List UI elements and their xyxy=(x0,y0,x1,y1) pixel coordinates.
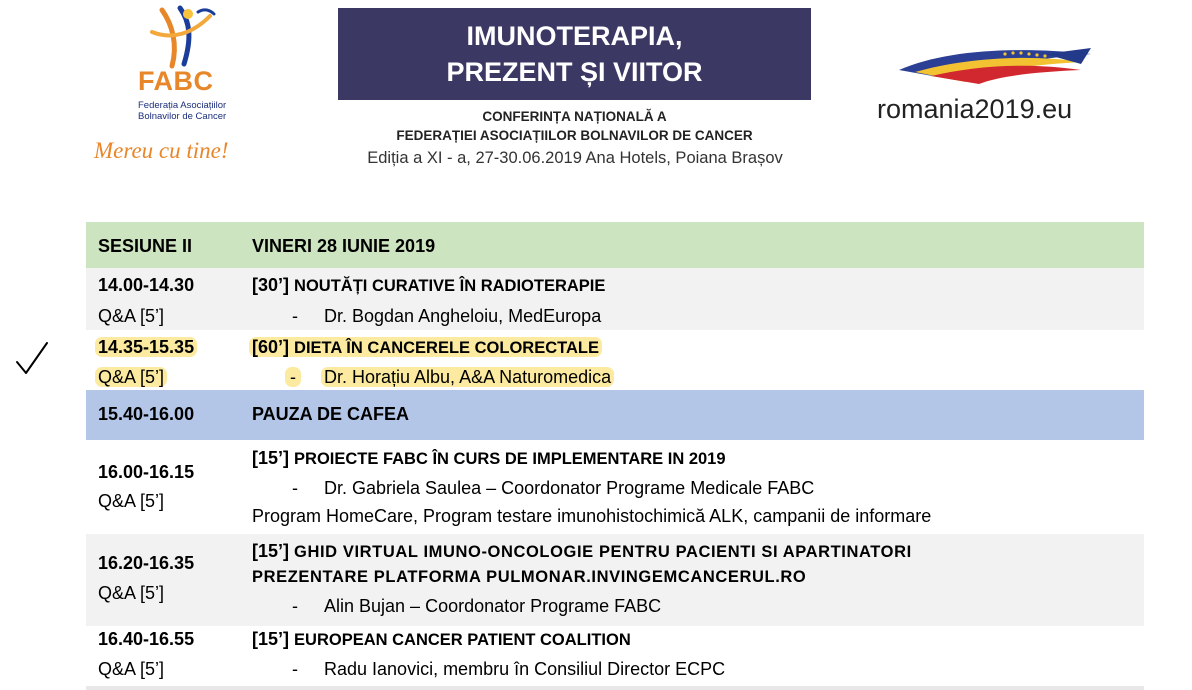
table-row-highlighted xyxy=(86,330,1144,390)
row-title-line xyxy=(252,448,726,469)
row-time: 15.40-16.00 xyxy=(98,404,195,424)
row-duration: [15’] xyxy=(252,541,290,561)
coffee-break-row xyxy=(86,390,1144,440)
row-duration: [60’] xyxy=(252,337,290,357)
conference-edition: Ediția a XI - a, 27-30.06.2019 Ana Hotels, Poiana Brașov xyxy=(367,149,783,167)
row-speaker: Alin Bujan – Coordonator Programe FABC xyxy=(324,596,662,616)
table-row xyxy=(86,268,1144,330)
row-speaker: Dr. Horațiu Albu, A&A Naturomedica xyxy=(321,367,614,387)
row-time: 16.40-16.55 xyxy=(98,629,195,649)
eu-presidency-swoosh-icon xyxy=(895,40,1095,88)
row-title: PAUZA DE CAFEA xyxy=(252,404,409,424)
session-header-row xyxy=(86,222,1144,268)
row-dash: - xyxy=(292,306,298,326)
row-dash: - xyxy=(292,596,298,616)
conference-line-1: CONFERINȚA NAȚIONALĂ A xyxy=(482,109,667,124)
row-title-2: PREZENTARE PLATFORMA PULMONAR.INVINGEMCANCERUL.RO xyxy=(252,568,807,586)
row-speaker: Radu Ianovici, membru în Consiliul Director ECPC xyxy=(324,659,726,679)
row-time-text: 14.35-15.35 xyxy=(95,337,197,357)
check-mark-icon xyxy=(14,340,50,376)
fabc-logo xyxy=(88,4,268,172)
table-row xyxy=(86,534,1144,626)
row-dash: - xyxy=(292,659,298,679)
fabc-motto: Mereu cu tine! xyxy=(94,138,229,163)
fabc-full-name xyxy=(138,100,226,122)
row-qa-text: Q&A [5’] xyxy=(95,367,167,387)
row-title-line xyxy=(252,629,631,650)
table-row xyxy=(86,626,1144,690)
title-line-1: IMUNOTERAPIA, xyxy=(466,21,683,51)
row-duration: [30’] xyxy=(252,275,290,295)
row-title: GHID VIRTUAL IMUNO-ONCOLOGIE PENTRU PACIENTI SI APARTINATORI xyxy=(294,543,912,561)
row-dash: - xyxy=(292,478,298,498)
row-qa: Q&A [5’] xyxy=(98,583,165,603)
row-speaker-line xyxy=(252,596,661,617)
romania-2019-logo xyxy=(875,40,1115,140)
row-speaker: Dr. Gabriela Saulea – Coordonator Programe Medicale FABC xyxy=(324,478,815,498)
table-row xyxy=(86,440,1144,534)
row-title: DIETA ÎN CANCERELE COLORECTALE xyxy=(294,339,599,357)
row-time xyxy=(98,337,197,358)
row-extra: Program HomeCare, Program testare imunohistochimică ALK, campanii de informare xyxy=(252,506,932,526)
fabc-full-name-line2: Bolnavilor de Cancer xyxy=(138,111,227,122)
row-time: 16.00-16.15 xyxy=(98,462,195,482)
title-line-2: PREZENT ȘI VIITOR xyxy=(446,57,703,87)
row-duration: [15’] xyxy=(252,448,290,468)
row-speaker-line xyxy=(252,306,601,327)
row-dash: - xyxy=(285,367,301,387)
row-qa: Q&A [5’] xyxy=(98,491,165,511)
conference-line-2: FEDERAȚIEI ASOCIAȚIILOR BOLNAVILOR DE CANCER xyxy=(396,128,753,143)
row-title: EUROPEAN CANCER PATIENT COALITION xyxy=(294,631,631,649)
row-qa xyxy=(98,367,167,388)
row-title-line xyxy=(252,541,912,562)
row-title-line xyxy=(252,275,605,296)
row-speaker-line xyxy=(252,367,614,388)
conference-title-banner xyxy=(338,8,811,100)
row-title-line xyxy=(252,337,602,358)
fabc-figure-icon xyxy=(132,4,222,74)
row-speaker: Dr. Bogdan Angheloiu, MedEuropa xyxy=(324,306,602,326)
row-speaker-line xyxy=(252,478,814,499)
row-speaker-line xyxy=(252,659,725,680)
row-title: PROIECTE FABC ÎN CURS DE IMPLEMENTARE IN 2019 xyxy=(294,450,726,468)
row-qa: Q&A [5’] xyxy=(98,659,165,679)
romania-2019-text: romania2019.eu xyxy=(877,94,1073,124)
row-time: 14.00-14.30 xyxy=(98,275,195,295)
fabc-full-name-line1: Federația Asociațiilor xyxy=(138,100,227,111)
fabc-acronym: FABC xyxy=(138,66,214,96)
row-title: NOUTĂȚI CURATIVE ÎN RADIOTERAPIE xyxy=(294,277,606,295)
row-duration: [15’] xyxy=(252,629,290,649)
session-label: SESIUNE II xyxy=(98,236,193,256)
session-day: VINERI 28 IUNIE 2019 xyxy=(252,236,436,256)
row-time: 16.20-16.35 xyxy=(98,553,195,573)
row-qa: Q&A [5’] xyxy=(98,306,165,326)
